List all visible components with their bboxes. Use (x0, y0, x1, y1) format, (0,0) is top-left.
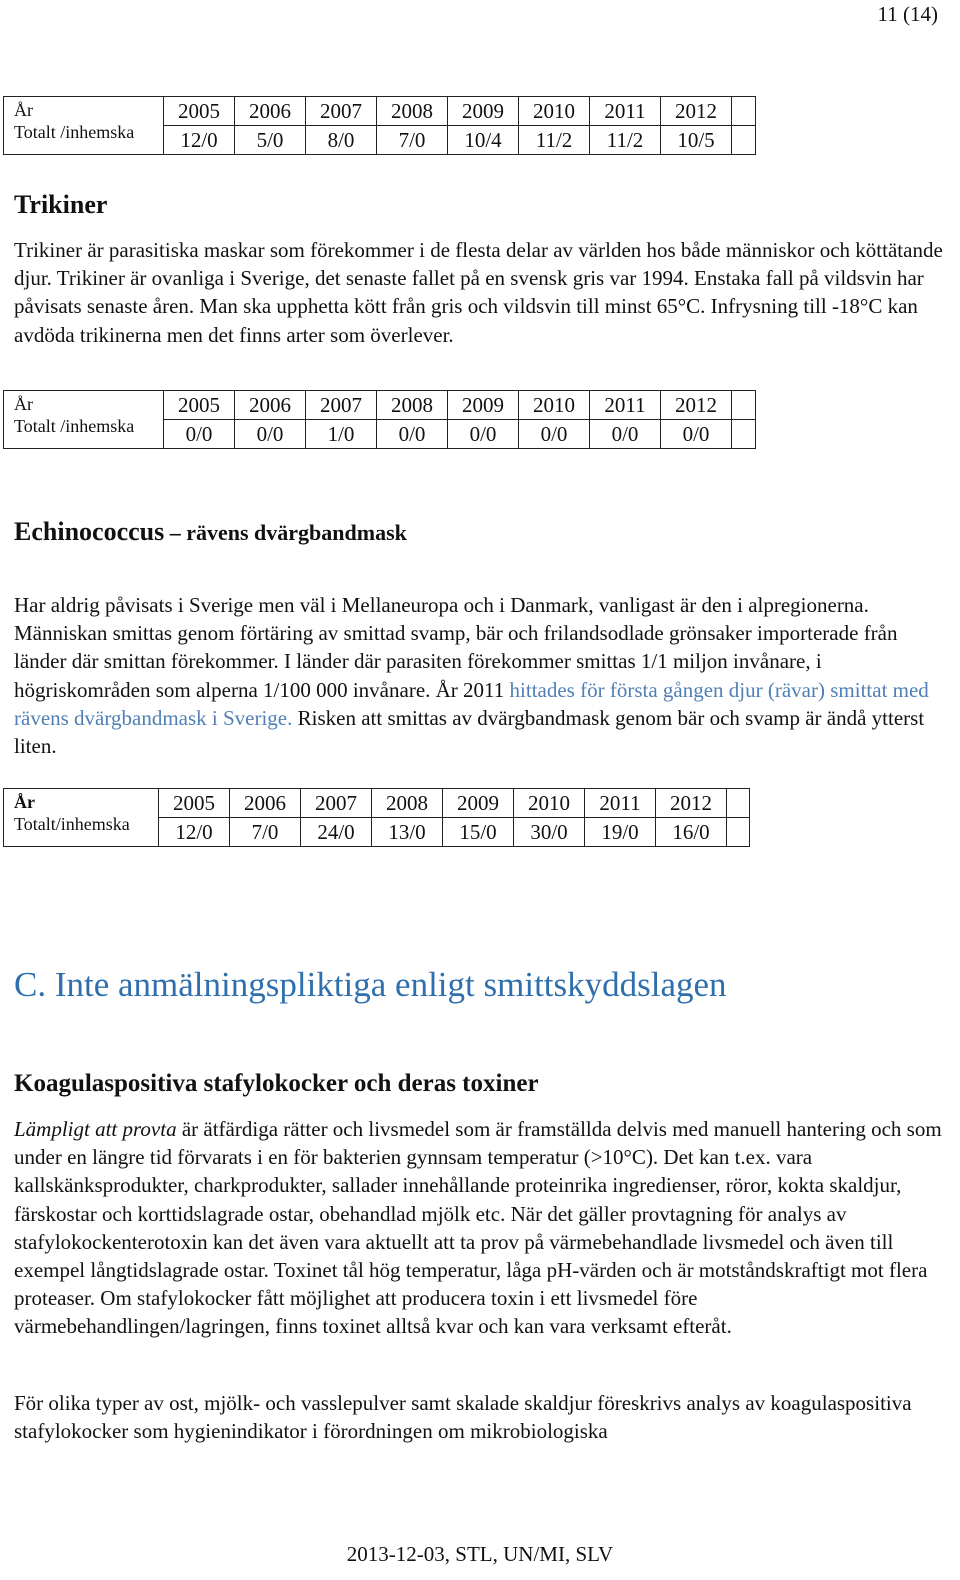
table-trikiner (3, 390, 756, 449)
value-cell: 19/0 (585, 818, 656, 847)
heading-echinococcus (14, 517, 407, 547)
year-cell: 2012 (661, 97, 732, 126)
label-total: Totalt /inhemska (14, 122, 135, 142)
value-cell: 24/0 (301, 818, 372, 847)
paragraph-koagulas-rest: är ätfärdiga rätter och livsmedel som är framställda delvis med manuell hantering och som under en längre tid förvarats i en för bakterien gynnsam temperatur (>10°C). Det kan t.ex. vara kallskänksprodukter, charkprodukter, sallader innehållande proteinrika ingredienser, röror, kokta skaldjur, färskostar och korttidslagrade ostar, obehandlad mjölk etc. När det gäller provtagning för analys av stafylokockenterotoxin kan det även vara aktuellt att ta prov på värmebehandlade livsmedel och även till exempel långtidslagrade ostar. Toxinet tål hög temperatur, låga pH-värden och är motståndskraftigt mot flera proteaser. Om stafylokocker fått möjlighet att producera toxin i ett livsmedel före värmebehandlingen/lagringen, finns toxinet alltså kvar och kan vara verksamt efteråt. (14, 1117, 942, 1339)
empty-cell (732, 420, 756, 449)
year-cell: 2006 (235, 391, 306, 420)
table-row-years (4, 97, 756, 126)
label-year: År (14, 100, 33, 120)
label-year: År (14, 394, 33, 414)
year-cell: 2006 (230, 789, 301, 818)
year-cell: 2007 (301, 789, 372, 818)
label-total: Totalt /inhemska (14, 416, 135, 436)
table-row-label (4, 391, 164, 449)
year-cell: 2009 (448, 391, 519, 420)
year-cell: 2005 (159, 789, 230, 818)
paragraph-echinococcus (14, 591, 954, 760)
label-year: År (14, 792, 35, 812)
value-cell: 10/5 (661, 126, 732, 155)
empty-cell (732, 391, 756, 420)
year-cell: 2011 (590, 97, 661, 126)
heading-section-c: C. Inte anmälningspliktiga enligt smittskyddslagen (14, 965, 727, 1004)
paragraph-koagulas-italic: Lämpligt att provta (14, 1117, 177, 1141)
value-cell: 15/0 (443, 818, 514, 847)
value-cell: 0/0 (377, 420, 448, 449)
empty-cell (732, 126, 756, 155)
year-cell: 2009 (448, 97, 519, 126)
value-cell: 7/0 (377, 126, 448, 155)
page-footer: 2013-12-03, STL, UN/MI, SLV (346, 1542, 614, 1566)
value-cell: 30/0 (514, 818, 585, 847)
label-total: Totalt/inhemska (14, 814, 130, 834)
year-cell: 2008 (372, 789, 443, 818)
heading-trikiner: Trikiner (14, 190, 108, 219)
table-row-label (4, 97, 164, 155)
table-row-label (4, 789, 159, 847)
value-cell: 11/2 (590, 126, 661, 155)
value-cell: 8/0 (306, 126, 377, 155)
year-cell: 2006 (235, 97, 306, 126)
year-cell: 2007 (306, 391, 377, 420)
heading-echinococcus-sub: – rävens dvärgbandmask (164, 520, 407, 545)
year-cell: 2010 (519, 97, 590, 126)
value-cell: 5/0 (235, 126, 306, 155)
heading-echinococcus-main: Echinococcus (14, 517, 165, 546)
page-number: 11 (14) (877, 2, 938, 26)
value-cell: 13/0 (372, 818, 443, 847)
empty-cell (727, 789, 750, 818)
year-cell: 2005 (164, 391, 235, 420)
year-cell: 2012 (661, 391, 732, 420)
empty-cell (727, 818, 750, 847)
value-cell: 7/0 (230, 818, 301, 847)
year-cell: 2011 (585, 789, 656, 818)
year-cell: 2008 (377, 97, 448, 126)
value-cell: 0/0 (661, 420, 732, 449)
paragraph-echinococcus-start: Har aldrig påvisats i Sverige men väl i Mellaneuropa och i Danmark, vanligast är den i alpregionerna. Människan smittas genom förtäring av smittad svamp, bär och frilandsodlade grönsaker importerade från länder där smittan förekommer. I länder där parasiten förekommer smittas 1/1 miljon invånare, i högriskområden som alperna 1/100 000 invånare. År 2011 (14, 593, 898, 702)
value-cell: 16/0 (656, 818, 727, 847)
paragraph-trikiner: Trikiner är parasitiska maskar som förekommer i de flesta delar av världen hos både människor och köttätande djur. Trikiner är ovanliga i Sverige, det senaste fallet på en svensk gris var 1994. Enstaka fall på vildsvin har påvisats senaste åren. Man ska upphetta kött från gris och vildsvin till minst 65°C. Infrysning till -18°C kan avdöda trikinerna men det finns arter som överlever. (14, 238, 943, 347)
year-cell: 2011 (590, 391, 661, 420)
table-row-years (4, 391, 756, 420)
empty-cell (732, 97, 756, 126)
value-cell: 12/0 (159, 818, 230, 847)
paragraph-echinococcus-end: Risken att smittas av dvärgbandmask genom bär och svamp är ändå ytterst liten. (14, 705, 925, 759)
year-cell: 2008 (377, 391, 448, 420)
paragraph-koagulas-1 (14, 1115, 954, 1341)
value-cell: 0/0 (164, 420, 235, 449)
value-cell: 0/0 (448, 420, 519, 449)
value-cell: 0/0 (235, 420, 306, 449)
year-cell: 2007 (306, 97, 377, 126)
value-cell: 0/0 (519, 420, 590, 449)
year-cell: 2010 (519, 391, 590, 420)
paragraph-echinococcus-highlight: hittades för första gången djur (rävar) smittat med rävens dvärgbandmask i Sverige. (14, 677, 929, 730)
value-cell: 10/4 (448, 126, 519, 155)
heading-koagulaspositiva: Koagulaspositiva stafylokocker och deras toxiner (14, 1070, 539, 1097)
table-echinococcus (3, 788, 750, 847)
paragraph-koagulas-2: För olika typer av ost, mjölk- och vasslepulver samt skalade skaldjur föreskrivs analys av koagulaspositiva stafylokocker som hygienindikator i förordningen om mikrobiologiska (14, 1391, 912, 1444)
year-cell: 2009 (443, 789, 514, 818)
table-trikiner-prev (3, 96, 756, 155)
value-cell: 12/0 (164, 126, 235, 155)
year-cell: 2012 (656, 789, 727, 818)
value-cell: 1/0 (306, 420, 377, 449)
value-cell: 11/2 (519, 126, 590, 155)
year-cell: 2005 (164, 97, 235, 126)
year-cell: 2010 (514, 789, 585, 818)
value-cell: 0/0 (590, 420, 661, 449)
table-row-years (4, 789, 750, 818)
